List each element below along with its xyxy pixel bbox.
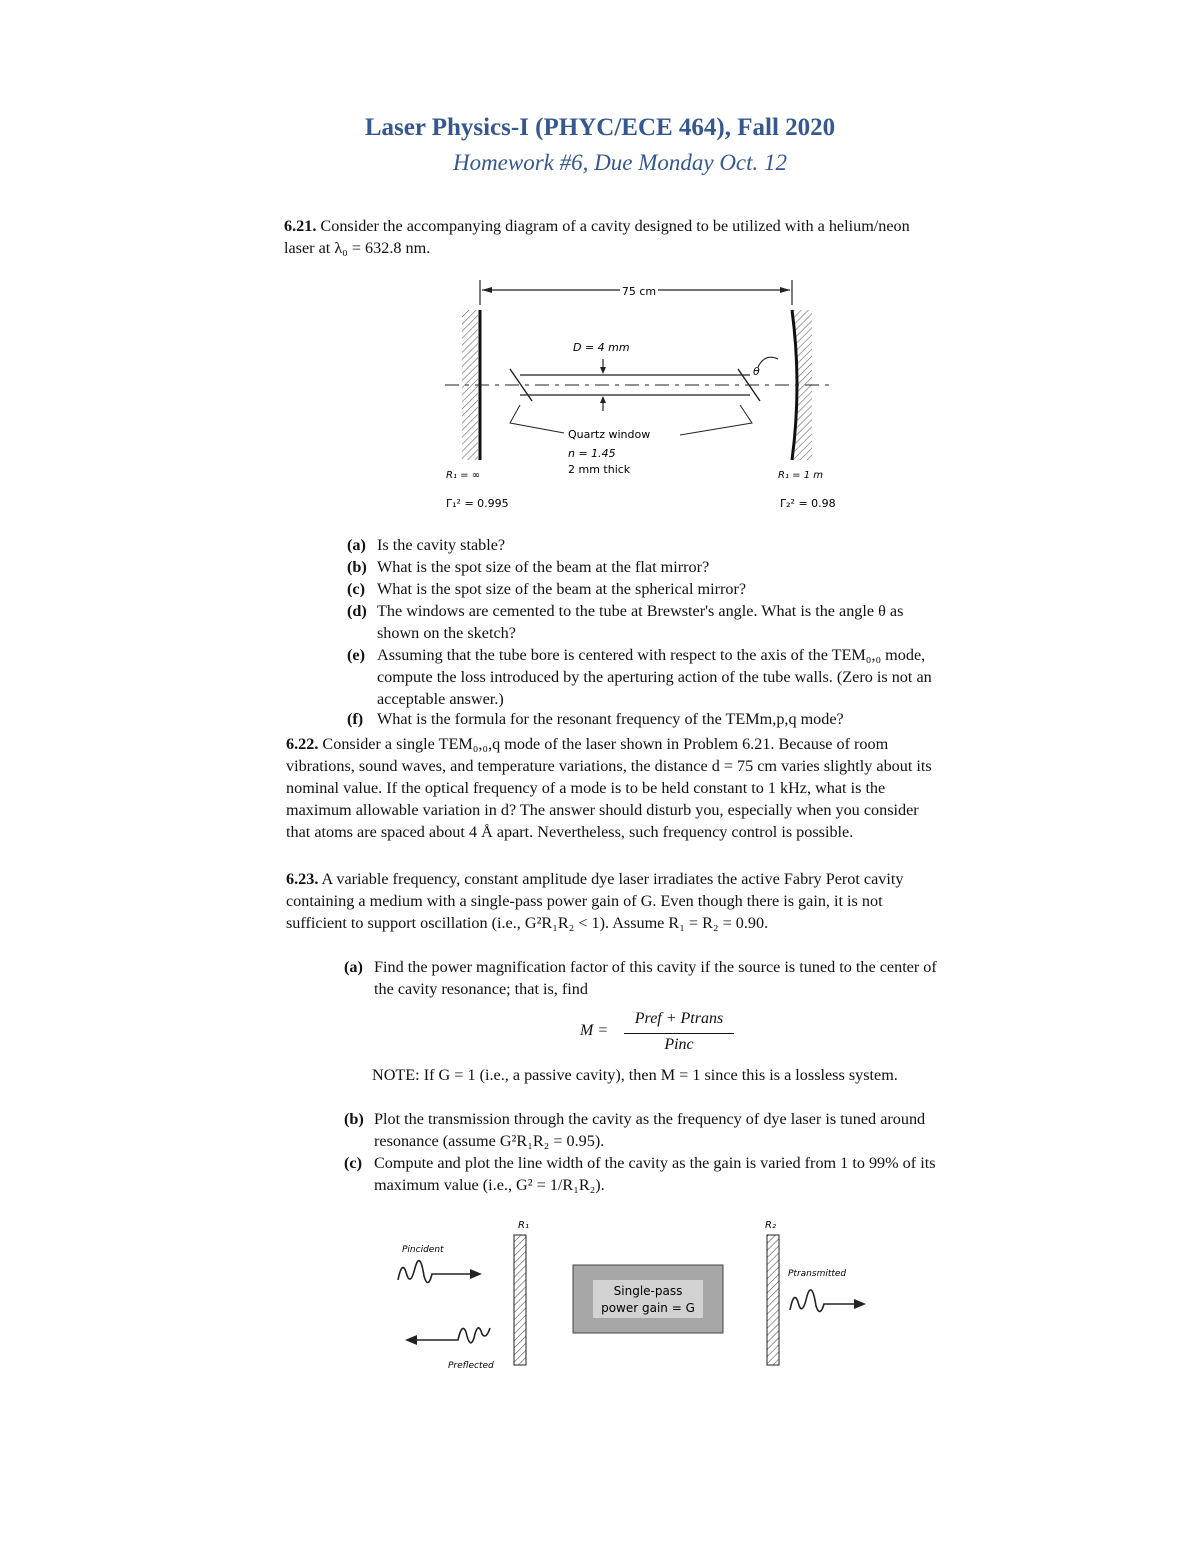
part-e: (e) Assuming that the tube bore is centered with respect to the axis of the TEM₀,₀ mode, compute the loss introduced by the aperturing action of the tube walls. (Zero is not an acceptable answer.) xyxy=(347,646,932,708)
cavity-diagram xyxy=(440,275,860,515)
gamma2-label: Γ₂² = 0.98 xyxy=(780,497,836,510)
fabry-perot-diagram xyxy=(390,1210,880,1380)
incident-wave xyxy=(398,1261,475,1283)
mirror-r1 xyxy=(514,1235,526,1365)
gamma1-label: Γ₁² = 0.995 xyxy=(446,497,509,510)
part-c: (c) What is the spot size of the beam at the spherical mirror? xyxy=(347,580,747,598)
length-label: 75 cm xyxy=(621,285,657,298)
window-label: Quartz window xyxy=(568,428,651,441)
problem-6-22 xyxy=(286,733,942,843)
reflected-label: Preflected xyxy=(448,1361,494,1371)
bore-label: D = 4 mm xyxy=(573,341,630,354)
mirror-r2 xyxy=(767,1235,779,1365)
incident-label: Pincident xyxy=(402,1245,444,1255)
gain-label-line1: Single-pass xyxy=(613,1284,683,1298)
part-d: (d) The windows are cemented to the tube at Brewster's angle. What is the angle θ as shown on the sketch? xyxy=(347,602,904,642)
part-c-6-23: (c) Compute and plot the line width of the cavity as the gain is varied from 1 to 99% of its maximum value (i.e., G² = 1/R₁R₂). xyxy=(344,1154,936,1194)
theta-label: θ xyxy=(753,365,760,378)
window-thickness: 2 mm thick xyxy=(568,463,631,476)
problem-text: A variable frequency, constant amplitude dye laser irradiates the active Fabry Perot cavity containing a medium with a single-pass power gain of G. Even though there is gain, it is not sufficient to support oscillation (i.e., G²R₁R₂ < 1). Assume R₁ = R₂ = 0.90. xyxy=(286,870,904,932)
part-a: (a) Is the cavity stable? xyxy=(347,536,506,554)
note: NOTE: If G = 1 (i.e., a passive cavity), then M = 1 since this is a lossless system. xyxy=(372,1066,898,1084)
r2-label: R₁ = 1 m xyxy=(778,470,823,481)
window-index: n = 1.45 xyxy=(568,447,616,460)
problem-text: Consider the accompanying diagram of a cavity designed to be utilized with a helium/neon laser at λ₀ = 632.8 nm. xyxy=(284,217,910,257)
part-f: (f) What is the formula for the resonant frequency of the TEMm,p,q mode? xyxy=(347,710,844,728)
r1-mirror-label: R₁ xyxy=(518,1220,529,1231)
problem-number: 6.22. xyxy=(286,735,319,753)
transmitted-label: Ptransmitted xyxy=(788,1269,847,1279)
r2-mirror-label: R₂ xyxy=(765,1220,776,1231)
reflected-wave xyxy=(415,1328,490,1343)
problem-6-23 xyxy=(286,868,942,934)
problem-number: 6.21. xyxy=(284,217,317,235)
part-a-6-23: (a) Find the power magnification factor of this cavity if the source is tuned to the center of the cavity resonance; that is, find xyxy=(344,958,937,998)
transmitted-wave xyxy=(790,1290,856,1312)
page-subtitle: Homework #6, Due Monday Oct. 12 xyxy=(452,150,788,175)
problem-number: 6.23. xyxy=(286,870,319,888)
page-title: Laser Physics-I (PHYC/ECE 464), Fall 2020 xyxy=(364,114,836,141)
magnification-formula: M = Pref + Ptrans Pinc xyxy=(580,1010,740,1058)
r1-label: R₁ = ∞ xyxy=(446,470,481,481)
problem-text: Consider a single TEM₀,₀,q mode of the laser shown in Problem 6.21. Because of room vibrations, sound waves, and temperature variations, the distance d = 75 cm varies slightly about its nominal value. If the optical frequency of a mode is to be held constant to 1 kHz, what is the maximum allowable variation in d? The answer should disturb you, especially when you consider that atoms are spaced about 4 Å apart. Nevertheless, such frequency control is possible. xyxy=(286,735,932,841)
part-b: (b) What is the spot size of the beam at the flat mirror? xyxy=(347,558,710,576)
problem-6-21 xyxy=(284,215,944,259)
part-b-6-23: (b) Plot the transmission through the cavity as the frequency of dye laser is tuned around resonance (assume G²R₁R₂ = 0.95). xyxy=(344,1110,926,1150)
gain-label-line2: power gain = G xyxy=(601,1301,695,1315)
